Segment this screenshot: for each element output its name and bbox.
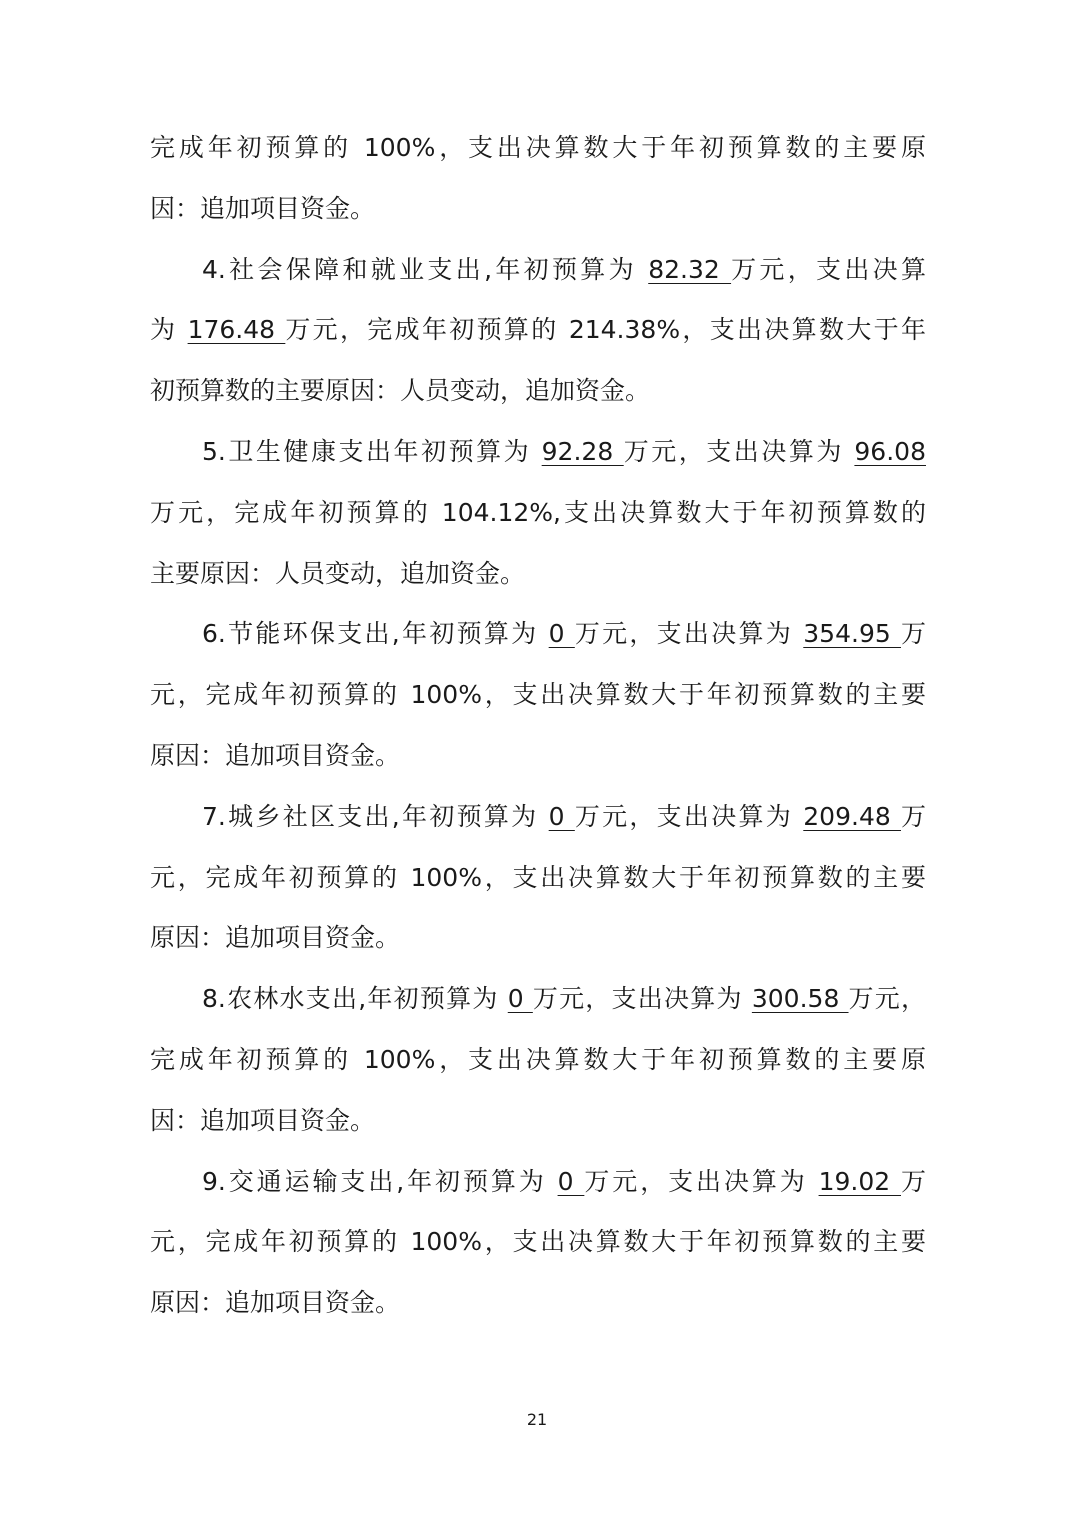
text-segment: 万 xyxy=(900,801,926,831)
text-line xyxy=(150,1273,926,1334)
text-line xyxy=(150,118,926,179)
text-line xyxy=(150,1152,926,1213)
text-segment: 万元， xyxy=(848,984,926,1014)
text-line xyxy=(150,483,926,544)
underlined-amount: 96.08 xyxy=(854,436,926,466)
text-segment: 万元，支出决算为 xyxy=(574,619,804,649)
text-line xyxy=(150,422,926,483)
text-segment: 因：追加项目资金。 xyxy=(150,1105,376,1135)
text-segment: 万元，支出决算为 xyxy=(574,801,804,831)
text-segment: 初预算数的主要原因：人员变动，追加资金。 xyxy=(150,376,651,406)
text-line xyxy=(150,361,926,422)
text-segment: 万元，完成年初预算的 214.38%，支出决算数大于年 xyxy=(285,315,926,345)
text-segment: 为 xyxy=(150,315,188,345)
text-segment: 万元，完成年初预算的 104.12%,支出决算数大于年初预算数的 xyxy=(150,497,926,527)
text-segment: 万元，支出决算 xyxy=(731,254,926,284)
underlined-amount: 300.58 xyxy=(751,984,849,1014)
text-segment: 4.社会保障和就业支出,年初预算为 xyxy=(202,254,649,284)
text-segment: 原因：追加项目资金。 xyxy=(150,923,401,953)
text-segment: 万 xyxy=(901,1166,927,1196)
text-line xyxy=(150,1030,926,1091)
text-line xyxy=(150,604,926,665)
text-line xyxy=(150,908,926,969)
text-segment: 万元，支出决算为 xyxy=(584,1166,819,1196)
text-line xyxy=(150,1212,926,1273)
text-line xyxy=(150,665,926,726)
underlined-amount: 92.28 xyxy=(541,436,624,466)
text-segment: 完成年初预算的 100%，支出决算数大于年初预算数的主要原 xyxy=(150,1044,926,1074)
text-segment: 元，完成年初预算的 100%，支出决算数大于年初预算数的主要 xyxy=(150,1227,926,1257)
text-segment: 5.卫生健康支出年初预算为 xyxy=(202,436,542,466)
text-line xyxy=(150,544,926,605)
underlined-amount: 0 xyxy=(548,801,575,831)
text-segment: 9.交通运输支出,年初预算为 xyxy=(202,1166,558,1196)
page-number: 21 xyxy=(526,1410,548,1429)
text-segment: 万元，支出决算为 xyxy=(623,436,855,466)
text-line xyxy=(150,1091,926,1152)
text-segment: 万 xyxy=(900,619,926,649)
text-segment: 完成年初预算的 100%，支出决算数大于年初预算数的主要原 xyxy=(150,133,926,162)
text-segment: 元，完成年初预算的 100%，支出决算数大于年初预算数的主要 xyxy=(150,680,926,710)
text-line xyxy=(150,969,926,1030)
text-line xyxy=(150,240,926,301)
underlined-amount: 0 xyxy=(548,619,575,649)
text-segment: 主要原因：人员变动，追加资金。 xyxy=(150,558,526,588)
underlined-amount: 19.02 xyxy=(818,1166,901,1196)
text-segment: 7.城乡社区支出,年初预算为 xyxy=(202,801,549,831)
underlined-amount: 209.48 xyxy=(803,801,901,831)
text-line xyxy=(150,787,926,848)
text-line xyxy=(150,848,926,909)
underlined-amount: 0 xyxy=(557,1166,585,1196)
underlined-amount: 82.32 xyxy=(648,254,732,284)
underlined-amount: 176.48 xyxy=(187,315,286,345)
underlined-amount: 354.95 xyxy=(803,619,901,649)
text-line xyxy=(150,726,926,787)
text-segment: 原因：追加项目资金。 xyxy=(150,740,401,770)
text-segment: 因：追加项目资金。 xyxy=(150,193,376,223)
text-segment: 万元，支出决算为 xyxy=(532,984,752,1014)
text-line xyxy=(150,179,926,240)
underlined-amount: 0 xyxy=(507,984,533,1014)
document-body xyxy=(150,118,926,1334)
text-segment: 元，完成年初预算的 100%，支出决算数大于年初预算数的主要 xyxy=(150,862,926,892)
text-segment: 6.节能环保支出,年初预算为 xyxy=(202,619,549,649)
text-segment: 原因：追加项目资金。 xyxy=(150,1288,401,1318)
text-line xyxy=(150,300,926,361)
text-segment: 8.农林水支出,年初预算为 xyxy=(202,984,508,1014)
